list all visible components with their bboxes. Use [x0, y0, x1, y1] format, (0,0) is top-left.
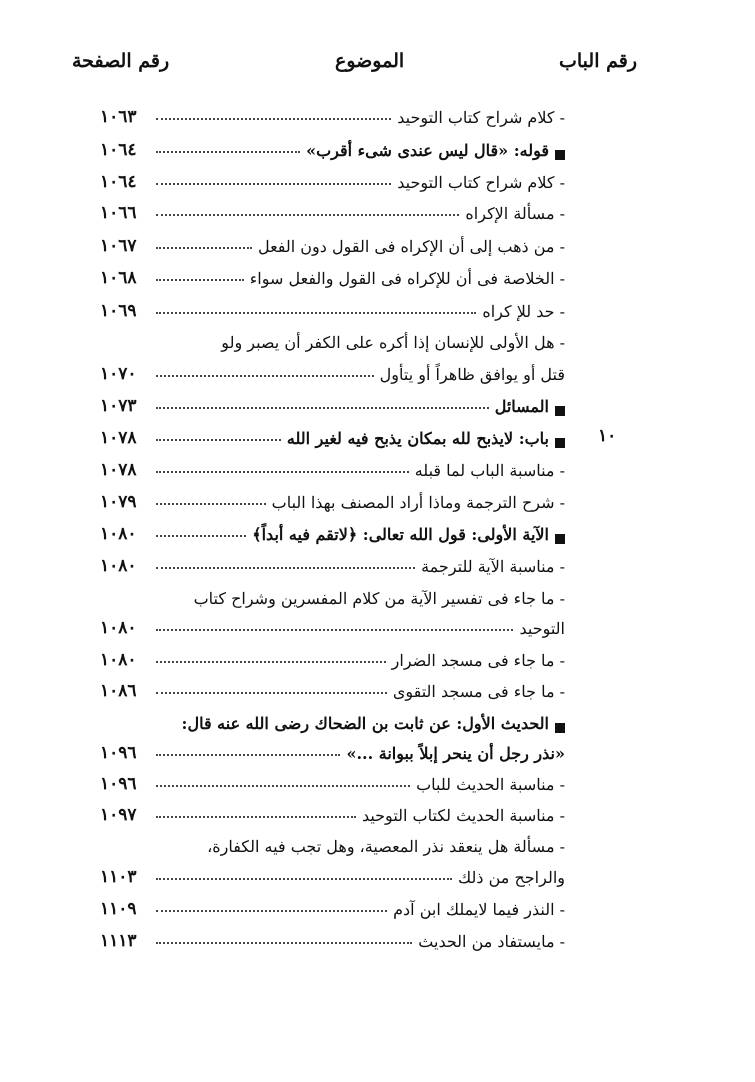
dot-leader: [156, 214, 459, 216]
toc-entry-title: الآية الأولى: قول الله تعالى: ﴿لاتقم فيه أبداً﴾: [252, 525, 549, 544]
toc-entry-page-number: ١٠٩٦: [100, 743, 137, 763]
chapter-number: ١٠: [598, 426, 617, 446]
dot-leader: [156, 312, 476, 314]
toc-entry-title: - الخلاصة فى أن للإكراه فى القول والفعل سواء: [249, 269, 565, 288]
toc-entry: [100, 450, 565, 480]
toc-entry-page-number: ١٠٨٠: [100, 556, 137, 576]
toc-entry-page-number: ١١٠٣: [100, 867, 137, 887]
toc-entry-page-number: ١٠٧٨: [100, 460, 137, 480]
toc-entry-title: باب: لايذبح لله بمكان يذبح فيه لغير الله: [286, 429, 549, 448]
toc-entry-page-number: ١٠٦٧: [100, 236, 137, 256]
toc-entry-page-number: ١١٠٩: [100, 899, 137, 919]
dot-leader: [156, 754, 340, 756]
dot-leader: [156, 910, 387, 912]
toc-entry-title: - شرح الترجمة وماذا أراد المصنف بهذا الباب: [271, 493, 565, 512]
dot-leader: [156, 878, 452, 880]
toc-entry-title: - مسألة هل ينعقد نذر المعصية، وهل تجب فيه الكفارة،: [207, 837, 565, 856]
dot-leader: [156, 151, 300, 153]
toc-entry-title: - مايستفاد من الحديث: [418, 932, 565, 951]
toc-entry: [100, 546, 565, 576]
dot-leader: [156, 247, 252, 249]
toc-entry: [100, 857, 565, 887]
toc-entry-title: - ما جاء فى مسجد التقوى: [392, 682, 565, 701]
toc-entry-page-number: ١٠٨٠: [100, 618, 137, 638]
toc-entry-page-number: ١٠٨٦: [100, 681, 137, 701]
toc-entry-title: - حد للإ كراه: [482, 302, 565, 321]
toc-entry-page-number: ١٠٩٦: [100, 774, 137, 794]
toc-entry: [100, 130, 565, 160]
toc-entry: [100, 578, 565, 608]
toc-entry: [100, 514, 565, 544]
toc-entry-title: - ما جاء فى تفسير الآية من كلام المفسرين وشراح كتاب: [193, 589, 565, 608]
toc-entry-page-number: ١٠٨٠: [100, 524, 137, 544]
dot-leader: [156, 692, 387, 694]
toc-entry-title: - ما جاء فى مسجد الضرار: [391, 651, 565, 670]
header-topic: الموضوع: [335, 50, 405, 72]
toc-entry-title: - كلام شراح كتاب التوحيد: [397, 173, 565, 192]
square-bullet-icon: [555, 534, 565, 544]
dot-leader: [156, 279, 244, 281]
toc-entry: [100, 482, 565, 512]
toc-entry: [100, 386, 565, 416]
toc-entry: [100, 226, 565, 256]
toc-entry: [100, 921, 565, 951]
dot-leader: [156, 183, 391, 185]
dot-leader: [156, 661, 386, 663]
toc-entry-title: - مناسبة الآية للترجمة: [421, 557, 565, 576]
toc-entry: [100, 418, 565, 448]
toc-entry-title: - مسألة الإكراه: [465, 204, 565, 223]
dot-leader: [156, 407, 489, 409]
toc-entry-page-number: ١٠٧٩: [100, 492, 137, 512]
toc-entry-title: «نذر رجل أن ينحر إبلاً ببوانة ...»: [346, 744, 565, 763]
dot-leader: [156, 567, 415, 569]
toc-entry: [100, 291, 565, 321]
toc-entry-title: قتل أو يوافق ظاهراً أو يتأول: [379, 365, 565, 384]
toc-entry: [100, 795, 565, 825]
dot-leader: [156, 816, 356, 818]
toc-entry-title: المسائل: [494, 397, 549, 416]
toc-entry-page-number: ١٠٨٠: [100, 650, 137, 670]
toc-entry-title: - مناسبة الحديث للباب: [416, 775, 565, 794]
toc-entry: [100, 322, 565, 352]
toc-entry-title: - النذر فيما لايملك ابن آدم: [393, 900, 565, 919]
toc-entry-title: والراجح من ذلك: [458, 868, 565, 887]
toc-entry: [100, 703, 565, 733]
toc-entry-title: - كلام شراح كتاب التوحيد: [397, 108, 565, 127]
toc-entry-page-number: ١١١٣: [100, 931, 137, 951]
toc-entry-page-number: ١٠٦٩: [100, 301, 137, 321]
toc-entry-title: - مناسبة الباب لما قبله: [414, 461, 565, 480]
toc-entry: [100, 354, 565, 384]
toc-entry-page-number: ١٠٦٨: [100, 268, 137, 288]
toc-entry: [100, 162, 565, 192]
toc-entry-title: - هل الأولى للإنسان إذا أكره على الكفر أن يصبر ولو: [221, 333, 565, 352]
toc-entry-title: - من ذهب إلى أن الإكراه فى القول دون الفعل: [257, 237, 565, 256]
square-bullet-icon: [555, 406, 565, 416]
toc-entry-page-number: ١٠٦٦: [100, 203, 137, 223]
toc-entry: [100, 193, 565, 223]
toc-entry: [100, 97, 565, 127]
header-chapter-number: رقم الباب: [559, 50, 637, 72]
dot-leader: [156, 942, 412, 944]
toc-entry-page-number: ١٠٧٠: [100, 364, 137, 384]
toc-entry-page-number: ١٠٦٤: [100, 140, 137, 160]
toc-entry-title: قوله: «قال ليس عندى شىء أقرب»: [306, 141, 549, 160]
dot-leader: [156, 629, 513, 631]
toc-entry: [100, 671, 565, 701]
toc-entry-title: الحديث الأول: عن ثابت بن الضحاك رضى الله عنه قال:: [181, 714, 549, 733]
square-bullet-icon: [555, 438, 565, 448]
toc-entry: [100, 608, 565, 638]
toc-entry-title: التوحيد: [519, 619, 565, 638]
toc-entry-page-number: ١٠٧٣: [100, 396, 137, 416]
dot-leader: [156, 785, 410, 787]
dot-leader: [156, 471, 409, 473]
dot-leader: [156, 503, 266, 505]
toc-entry: [100, 889, 565, 919]
dot-leader: [156, 535, 246, 537]
dot-leader: [156, 439, 281, 441]
header-page-number: رقم الصفحة: [72, 50, 170, 72]
toc-entry-page-number: ١٠٦٣: [100, 107, 137, 127]
dot-leader: [156, 118, 391, 120]
toc-entry-page-number: ١٠٦٤: [100, 172, 137, 192]
toc-entry: [100, 733, 565, 763]
toc-entry-page-number: ١٠٧٨: [100, 428, 137, 448]
toc-entry: [100, 258, 565, 288]
toc-entry-page-number: ١٠٩٧: [100, 805, 137, 825]
toc-entry: [100, 764, 565, 794]
toc-entry: [100, 826, 565, 856]
toc-entry-title: - مناسبة الحديث لكتاب التوحيد: [361, 806, 565, 825]
square-bullet-icon: [555, 150, 565, 160]
square-bullet-icon: [555, 723, 565, 733]
toc-entry: [100, 640, 565, 670]
dot-leader: [156, 375, 374, 377]
